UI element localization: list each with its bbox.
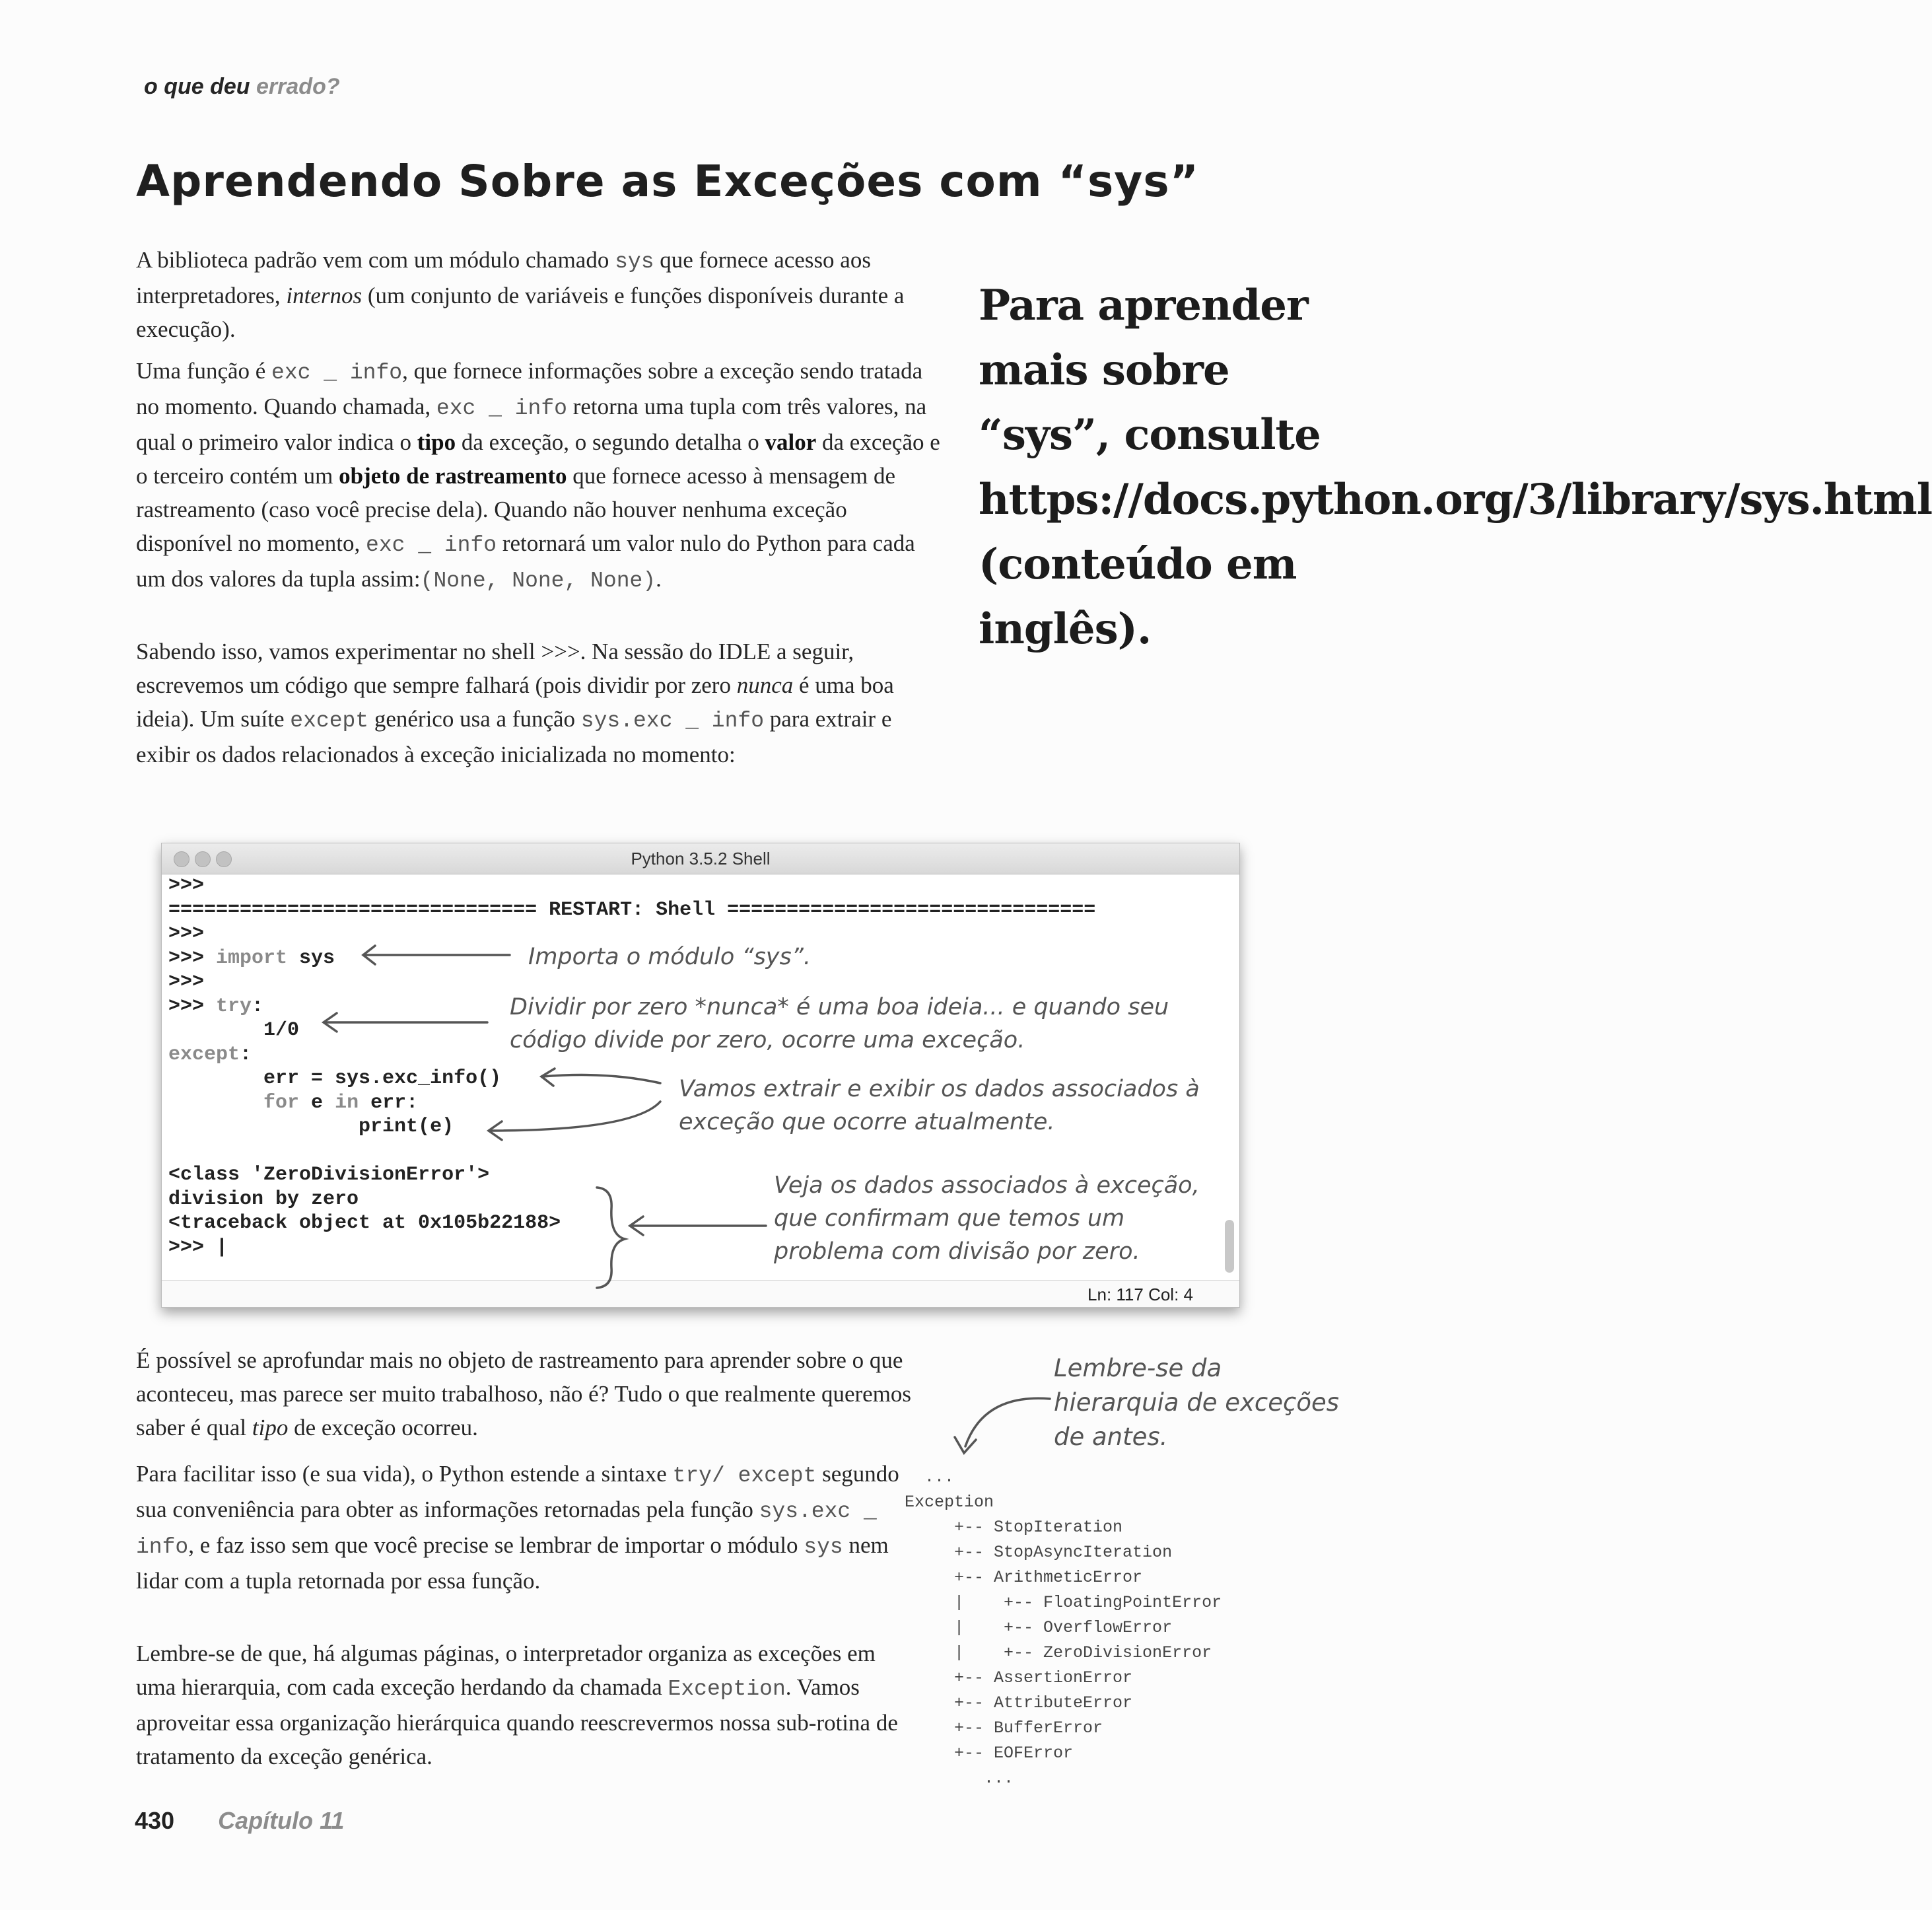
paragraph-hierarchy: Lembre-se de que, há algumas páginas, o interpretador organiza as exceções em uma hierarquia, com cada exceção herdando da chamada Exception. Vamos aproveitar essa organização hierárquica quando reescrevermos nossa sub-rotina de tratamento da exceção genérica.	[136, 1641, 898, 1769]
inline-code: exc _ info	[271, 361, 403, 385]
inline-code: (None, None, None)	[420, 569, 656, 593]
arrow-extract-1	[543, 1075, 660, 1083]
inline-code: sys.exc _ info	[580, 709, 765, 733]
result-brace	[597, 1187, 625, 1288]
paragraph-intro: A biblioteca padrão vem com um módulo chamado sys que fornece acesso aos interpretadores, internos (um conjunto de variáveis e funções disponíveis durante a execução).	[136, 247, 905, 342]
chapter-label: Capítulo 11	[218, 1807, 345, 1834]
paragraph-shell-intro: Sabendo isso, vamos experimentar no shell >>>. Na sessão do IDLE a seguir, escrevemos um código que sempre falhará (pois dividir por zero nunca é uma boa ideia). Um suíte except genérico usa a função sys.exc _ info para extrair e exibir os dados relacionados à exceção inicializada no momento:	[136, 639, 894, 767]
arrow-note2	[965, 1398, 1050, 1446]
exception-hierarchy: ... Exception +-- StopIteration +-- StopAsyncIteration +-- ArithmeticError | +-- FloatingPointError | +-- OverflowError | +-- ZeroDivisionError +-- AssertionError +-- AttributeError +-- BufferError +-- EOFError ...	[905, 1468, 1222, 1788]
header-prefix: o que deu	[144, 74, 250, 99]
inline-code: try/ except	[672, 1464, 817, 1488]
shell-title: Python 3.5.2 Shell	[631, 849, 771, 868]
page-title: Aprendendo Sobre as Exceções com “sys”	[136, 156, 1199, 207]
annotation-hierarchy-note: Lembre-se da hierarquia de exceções de antes.	[1054, 1354, 1340, 1451]
paragraph-traceback: É possível se aprofundar mais no objeto de rastreamento para aprender sobre o que aconteceu, mas parece ser muito trabalhoso, não é? Tudo o que realmente queremos saber é qual tipo de exceção ocorreu.	[136, 1347, 912, 1440]
annotation-extract: Vamos extrair e exibir os dados associados à exceção que ocorre atualmente.	[679, 1076, 1200, 1135]
shell-output[interactable]: >>> =============================== RESTART: Shell =============================== >>> >>> import sys >>> >>> try: 1/0 except: err = sys.exc_info() for e in err: print(e) <class 'ZeroDivisionError'> division by zero <traceback object at 0x105b22188> >>> |	[168, 874, 1096, 1259]
inline-code: sys	[615, 250, 654, 274]
header-accent: errado?	[256, 74, 340, 99]
arrow-extract-2	[490, 1102, 660, 1131]
annotation-import: Importa o módulo “sys”.	[528, 944, 811, 970]
inline-code: exc _ info	[436, 396, 567, 421]
paragraph-exc-info: Uma função é exc _ info, que fornece informações sobre a exceção sendo tratada no momento. Quando chamada, exc _ info retorna uma tupla com três valores, na qual o primeiro valor indica o tipo da exceção, o segundo detalha o valor da exceção e o terceiro contém um objeto de rastreamento que fornece acesso à mensagem de rastreamento (caso você precise dela). Quando não houver nenhuma exceção disponível no momento, exc _ info retornará um valor nulo do Python para cada um dos valores da tupla assim:(None, None, None).	[136, 358, 940, 593]
inline-code: sys.exc _ info	[136, 1499, 877, 1559]
annotation-result: Veja os dados associados à exceção, que confirmam que temos um problema com divisão por zero.	[774, 1172, 1200, 1265]
inline-code: exc _ info	[366, 533, 497, 557]
page-number: 430	[135, 1807, 175, 1834]
annotation-divide: Dividir por zero *nunca* é uma boa ideia... e quando seu código divide por zero, ocorre uma exceção.	[510, 994, 1169, 1053]
cursor-position: Ln: 117 Col: 4	[1087, 1285, 1193, 1304]
sidenote-sys-docs: Para aprender mais sobre “sys”, consulte https://docs.python.org/3/library/sys.html (conteúdo em inglês).	[979, 281, 1932, 654]
page-footer	[135, 1807, 344, 1835]
inline-code: except	[290, 709, 369, 733]
inline-code: sys	[804, 1535, 843, 1559]
inline-code: Exception	[668, 1677, 786, 1701]
paragraph-try-except: Para facilitar isso (e sua vida), o Python estende a sintaxe try/ except segundo sua conveniência para obter as informações retornadas pela função sys.exc _ info, e faz isso sem que você precise se lembrar de importar o módulo sys nem lidar com a tupla retornada por essa função.	[136, 1461, 899, 1594]
